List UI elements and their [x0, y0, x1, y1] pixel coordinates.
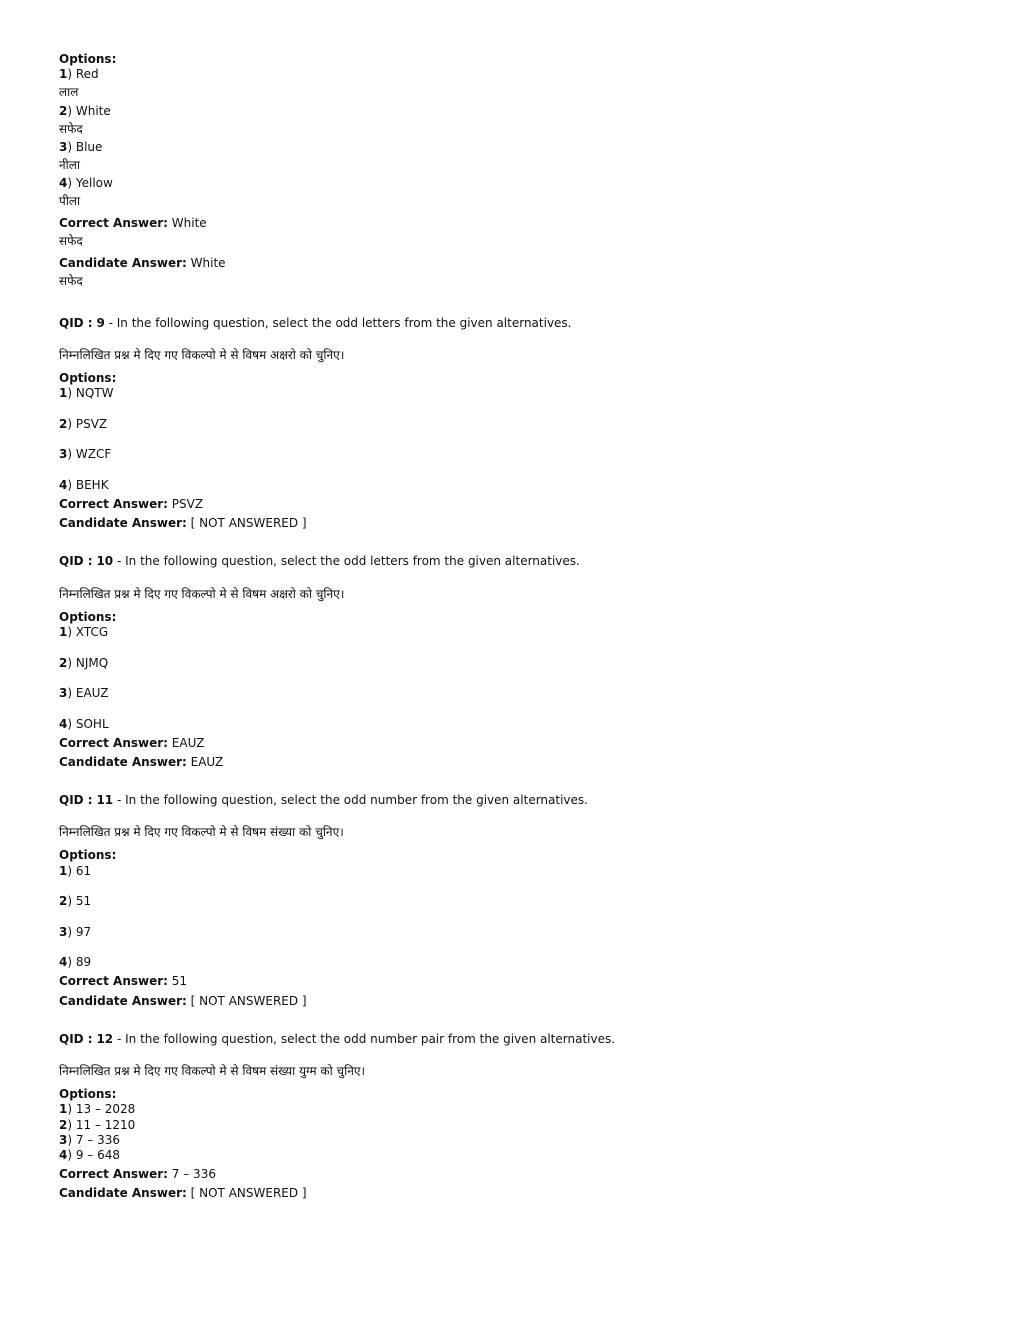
question-text-hindi: निम्नलिखित प्रश्न मे दिए गए विकल्पो मे से विषम अक्षरो को चुनिए। — [59, 348, 345, 362]
option-1: 1) Red — [59, 67, 99, 81]
question-text: QID : 9 - In the following question, select the odd letters from the given alternatives. — [59, 316, 572, 330]
question-text: QID : 12 - In the following question, select the odd number pair from the given alternatives. — [59, 1032, 616, 1046]
correct-answer: Correct Answer: PSVZ — [59, 497, 204, 511]
option-2: 2) NJMQ — [59, 656, 109, 670]
correct-answer: Correct Answer: White — [59, 216, 207, 230]
option-4: 4) 89 — [59, 955, 92, 969]
options-heading: Options: — [59, 848, 117, 862]
option-1: 1) NQTW — [59, 386, 114, 400]
question-text-hindi: निम्नलिखित प्रश्न मे दिए गए विकल्पो मे से विषम संख्या को चुनिए। — [59, 825, 344, 839]
option-1-hindi: लाल — [59, 85, 79, 99]
correct-answer: Correct Answer: 7 – 336 — [59, 1167, 216, 1181]
option-2: 2) 11 – 1210 — [59, 1118, 136, 1132]
option-4: 4) SOHL — [59, 717, 109, 731]
option-3: 3) 97 — [59, 925, 92, 939]
option-2: 2) PSVZ — [59, 417, 108, 431]
question-text: QID : 10 - In the following question, select the odd letters from the given alternatives. — [59, 554, 580, 568]
candidate-answer: Candidate Answer: [ NOT ANSWERED ] — [59, 1186, 307, 1200]
option-1: 1) 13 – 2028 — [59, 1102, 136, 1116]
candidate-answer: Candidate Answer: White — [59, 256, 226, 270]
option-3: 3) EAUZ — [59, 686, 109, 700]
correct-answer: Correct Answer: 51 — [59, 974, 188, 988]
candidate-answer: Candidate Answer: [ NOT ANSWERED ] — [59, 516, 307, 530]
option-3-hindi: नीला — [59, 158, 81, 172]
option-2-hindi: सफेद — [59, 122, 83, 136]
options-heading: Options: — [59, 610, 117, 624]
option-3: 3) WZCF — [59, 447, 112, 461]
option-4-hindi: पीला — [59, 194, 81, 208]
option-3: 3) 7 – 336 — [59, 1133, 121, 1147]
option-3: 3) Blue — [59, 140, 103, 154]
question-text-hindi: निम्नलिखित प्रश्न मे दिए गए विकल्पो मे से विषम अक्षरो को चुनिए। — [59, 587, 345, 601]
option-2: 2) White — [59, 104, 111, 118]
option-4: 4) BEHK — [59, 478, 109, 492]
candidate-answer: Candidate Answer: [ NOT ANSWERED ] — [59, 994, 307, 1008]
candidate-answer: Candidate Answer: EAUZ — [59, 755, 224, 769]
options-heading: Options: — [59, 52, 117, 66]
option-1: 1) XTCG — [59, 625, 109, 639]
option-2: 2) 51 — [59, 894, 92, 908]
correct-answer: Correct Answer: EAUZ — [59, 736, 205, 750]
option-1: 1) 61 — [59, 864, 92, 878]
correct-answer-hindi: सफेद — [59, 234, 83, 248]
option-4: 4) Yellow — [59, 176, 113, 190]
question-text: QID : 11 - In the following question, select the odd number from the given alternatives. — [59, 793, 588, 807]
candidate-answer-hindi: सफेद — [59, 274, 83, 288]
options-heading: Options: — [59, 1087, 117, 1101]
option-4: 4) 9 – 648 — [59, 1148, 121, 1162]
question-text-hindi: निम्नलिखित प्रश्न मे दिए गए विकल्पो मे से विषम संख्या युग्म को चुनिए। — [59, 1064, 366, 1078]
options-heading: Options: — [59, 371, 117, 385]
